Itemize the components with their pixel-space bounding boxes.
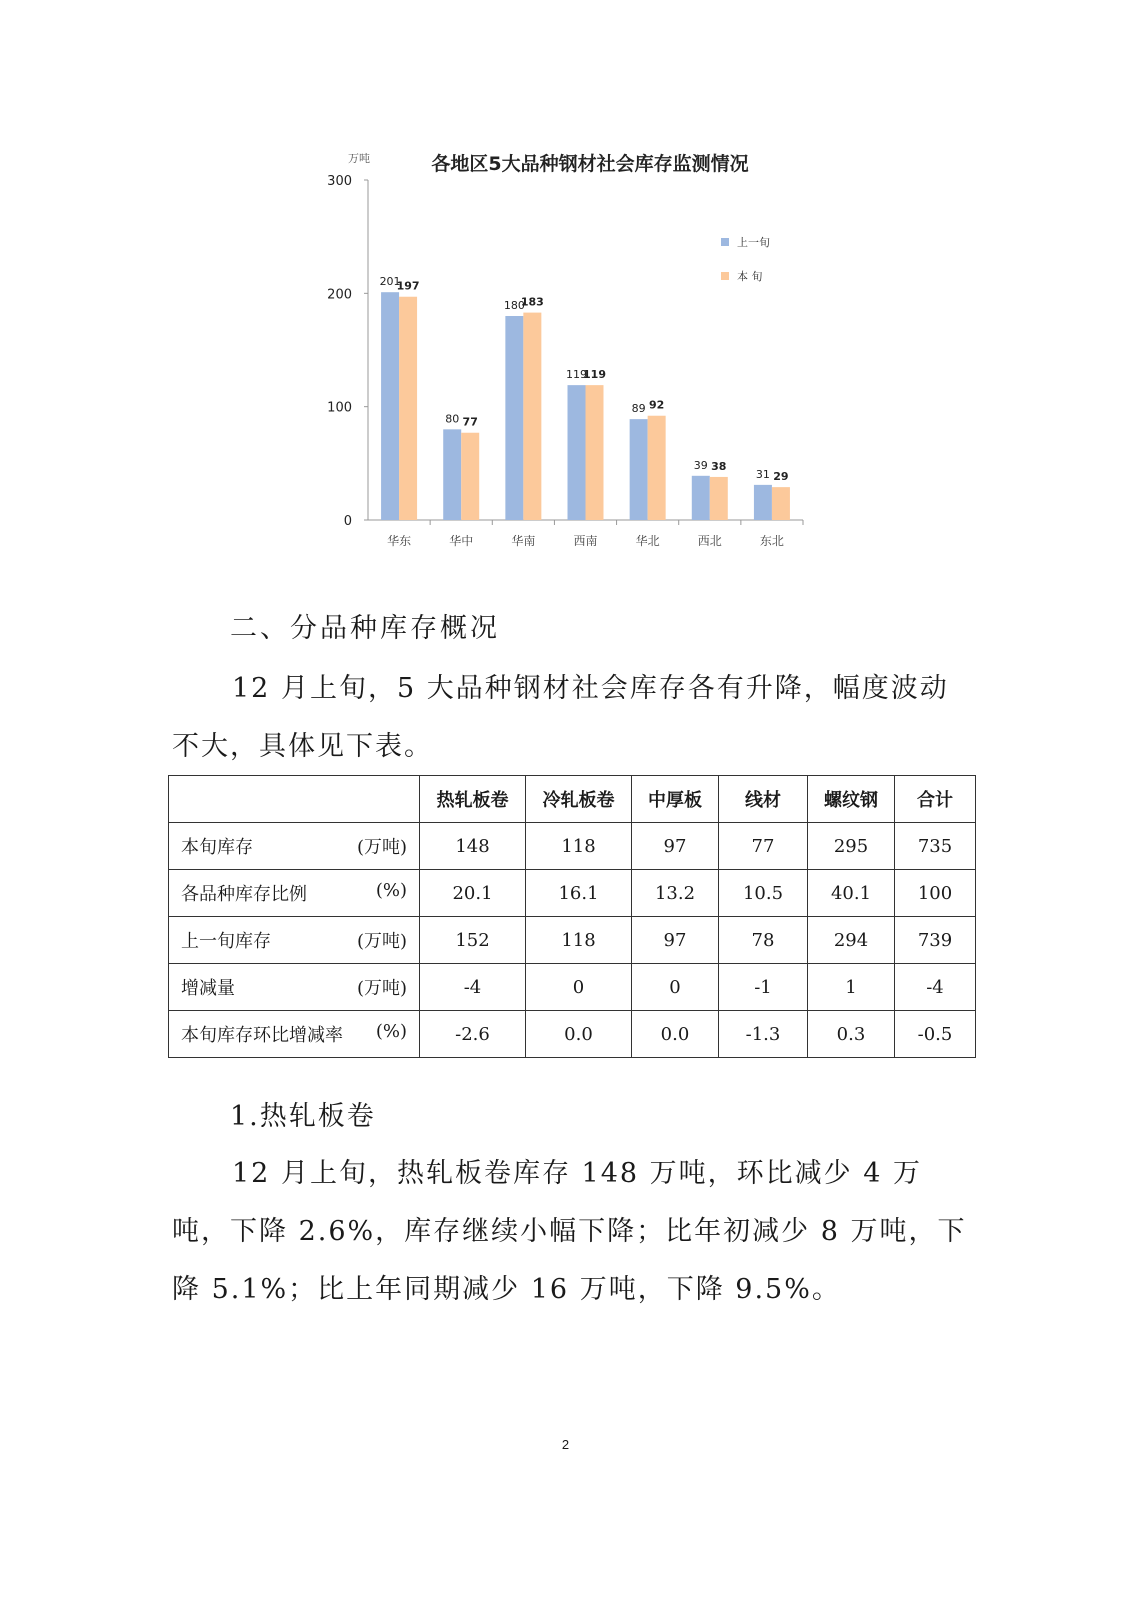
table-cell: 13.2 (632, 870, 719, 917)
data-label: 39 (693, 458, 708, 472)
table-cell: 97 (632, 917, 719, 964)
table-cell: -4 (895, 964, 976, 1011)
bar-prev (505, 316, 523, 520)
bar-prev (692, 476, 710, 520)
table-cell: 78 (719, 917, 808, 964)
table-cell: 152 (420, 917, 526, 964)
y-tick-label: 100 (327, 400, 352, 416)
paragraph-hot-rolled: 12 月上旬，热轧板卷库存 148 万吨，环比减少 4 万吨，下降 2.6%，库存继续小幅下降；比年初减少 8 万吨，下降 5.1%；比上年同期减少 16 万吨，下降 9.5%。 (172, 1158, 967, 1305)
x-tick-label: 华北 (635, 534, 660, 548)
table-cell: 0 (632, 964, 719, 1011)
table-cell: 148 (420, 823, 526, 870)
header-total: 合计 (895, 776, 976, 823)
data-label: 38 (711, 459, 727, 473)
table-row (169, 1011, 976, 1058)
table-cell: 118 (526, 823, 632, 870)
table-cell: -1 (719, 964, 808, 1011)
table-cell: 735 (895, 823, 976, 870)
data-label: 92 (648, 398, 665, 412)
data-label: 119 (583, 368, 606, 382)
table-cell: 0.3 (808, 1011, 895, 1058)
chart-legend (721, 235, 770, 283)
subsection-title: 1.热轧板卷 (230, 1101, 376, 1132)
header-plate: 中厚板 (632, 776, 719, 823)
bar-curr (461, 433, 479, 520)
table-cell: 97 (632, 823, 719, 870)
header-rebar: 螺纹钢 (808, 776, 895, 823)
row-label (169, 823, 420, 870)
data-label: 77 (462, 415, 478, 429)
table-cell: 20.1 (420, 870, 526, 917)
data-label: 201 (379, 275, 401, 289)
row-label (169, 870, 420, 917)
data-label: 183 (520, 295, 544, 309)
table-cell: 16.1 (526, 870, 632, 917)
y-tick-label: 200 (327, 287, 352, 303)
table-cell: 40.1 (808, 870, 895, 917)
table-cell: -0.5 (895, 1011, 976, 1058)
table-cell: -2.6 (420, 1011, 526, 1058)
legend-label: 上一旬 (737, 236, 770, 249)
table-cell: 0.0 (526, 1011, 632, 1058)
table-row (169, 823, 976, 870)
legend-label: 本 旬 (737, 270, 763, 283)
bar-prev (568, 385, 586, 520)
data-label: 31 (755, 467, 770, 481)
row-label-text: 上一旬库存 (181, 931, 271, 952)
y-tick-label: 300 (327, 174, 352, 189)
bar-prev (630, 419, 648, 520)
data-label: 197 (396, 279, 420, 293)
data-label: 80 (445, 412, 460, 426)
x-tick-label: 华东 (387, 534, 412, 548)
table-cell: 0 (526, 964, 632, 1011)
data-label: 29 (773, 470, 789, 484)
row-unit: (%) (375, 880, 407, 901)
bar-prev (754, 485, 772, 520)
inventory-table (168, 775, 976, 1058)
table-cell: 0.0 (632, 1011, 719, 1058)
row-label-text: 本旬库存 (181, 837, 253, 858)
page-number: 2 (561, 1437, 570, 1452)
section-title: 二、分品种库存概况 (230, 613, 500, 644)
bar-prev (381, 292, 399, 520)
data-label: 119 (566, 368, 587, 382)
inventory-bar-chart (320, 140, 820, 570)
table-cell: 100 (895, 870, 976, 917)
row-label (169, 964, 420, 1011)
y-unit-label: 万吨 (348, 152, 370, 165)
data-label: 180 (503, 299, 525, 312)
header-blank (169, 776, 420, 823)
row-label (169, 917, 420, 964)
table-cell: 294 (808, 917, 895, 964)
row-unit: (万吨) (356, 837, 407, 858)
row-unit: (万吨) (356, 978, 407, 999)
row-label-text: 本旬库存环比增减率 (181, 1025, 343, 1046)
row-label-text: 增减量 (181, 978, 235, 999)
bar-curr (710, 477, 728, 520)
data-label: 89 (631, 402, 646, 416)
header-hot-rolled: 热轧板卷 (420, 776, 526, 823)
x-tick-label: 西南 (573, 534, 598, 548)
bar-curr (772, 487, 790, 520)
table-cell: -4 (420, 964, 526, 1011)
table-cell: 77 (719, 823, 808, 870)
y-tick-label: 0 (343, 514, 352, 529)
plot-area (327, 174, 803, 548)
row-unit: (万吨) (356, 931, 407, 952)
table-cell: -1.3 (719, 1011, 808, 1058)
row-unit: (%) (375, 1021, 407, 1042)
x-tick-label: 华中 (449, 534, 474, 548)
paragraph-overview: 12 月上旬，5 大品种钢材社会库存各有升降，幅度波动不大，具体见下表。 (172, 673, 949, 762)
table-cell: 739 (895, 917, 976, 964)
x-tick-label: 华南 (511, 534, 536, 548)
table-header-row (169, 776, 976, 823)
table-cell: 1 (808, 964, 895, 1011)
row-label (169, 1011, 420, 1058)
x-tick-label: 东北 (759, 534, 784, 548)
legend-swatch (721, 238, 729, 246)
header-wire: 线材 (719, 776, 808, 823)
table-cell: 10.5 (719, 870, 808, 917)
header-cold-rolled: 冷轧板卷 (526, 776, 632, 823)
bar-curr (399, 297, 417, 520)
legend-swatch (721, 272, 729, 280)
row-label-text: 各品种库存比例 (181, 884, 307, 905)
table-row (169, 870, 976, 917)
table-row (169, 964, 976, 1011)
table-cell: 118 (526, 917, 632, 964)
bar-curr (648, 416, 666, 520)
bar-curr (523, 313, 541, 520)
x-tick-label: 西北 (697, 534, 722, 548)
chart-title: 各地区5大品种钢材社会库存监测情况 (431, 153, 749, 175)
table-row (169, 917, 976, 964)
table-cell: 295 (808, 823, 895, 870)
bar-prev (443, 429, 461, 520)
bar-curr (586, 385, 604, 520)
